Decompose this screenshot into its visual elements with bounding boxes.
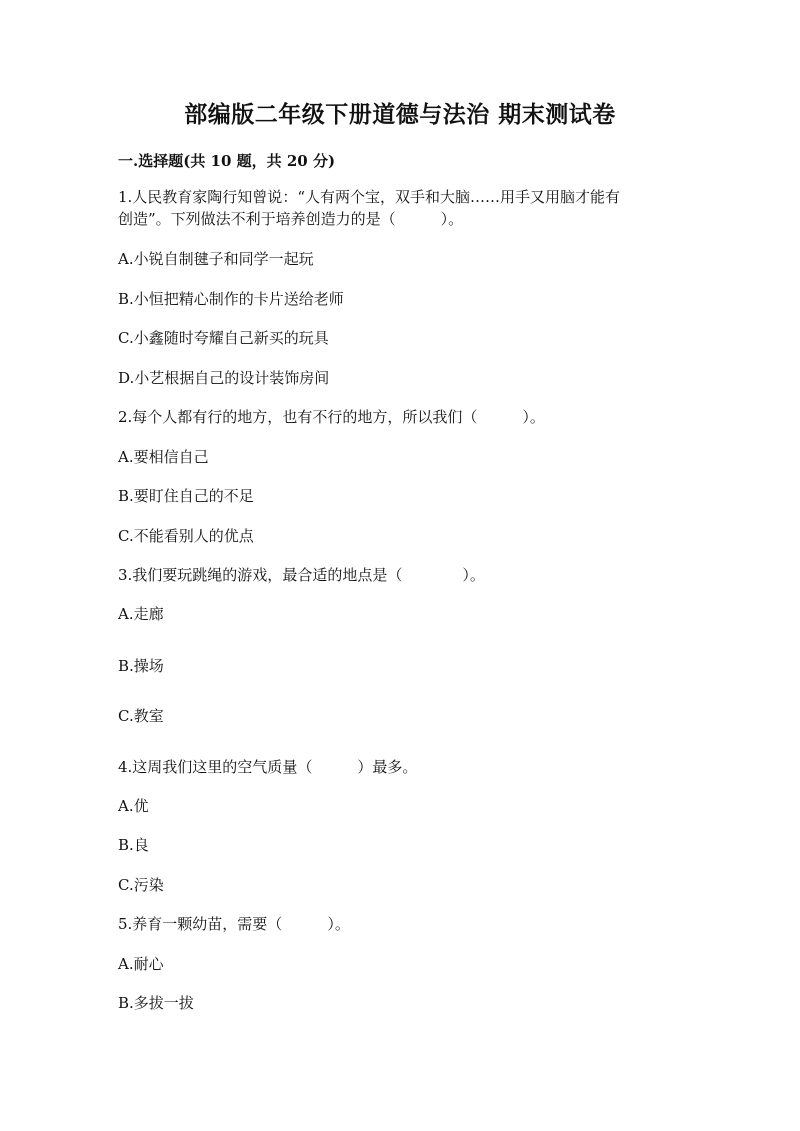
question-5-stem: 5.养育一颗幼苗，需要（ ）。 <box>118 915 350 933</box>
section-heading: 一.选择题(共 10 题，共 20 分) <box>118 152 336 170</box>
question-3-option-a: A.走廊 <box>118 605 164 623</box>
question-3-stem: 3.我们要玩跳绳的游戏，最合适的地点是（ ）。 <box>118 566 485 584</box>
question-3-option-b: B.操场 <box>118 657 164 675</box>
question-1-option-a: A.小锐自制毽子和同学一起玩 <box>118 250 314 268</box>
question-5-option-a: A.耐心 <box>118 955 164 973</box>
question-1-stem-line-1: 1.人民教育家陶行知曾说：“人有两个宝，双手和大脑……用手又用脑才能有 <box>118 188 620 206</box>
page-title: 部编版二年级下册道德与法治 期末测试卷 <box>184 101 616 128</box>
question-1-option-c: C.小鑫随时夸耀自己新买的玩具 <box>118 329 329 347</box>
question-4-option-c: C.污染 <box>118 876 164 894</box>
question-3-option-c: C.教室 <box>118 707 164 725</box>
question-2-option-c: C.不能看别人的优点 <box>118 527 254 545</box>
question-1-stem-line-2: 创造”。下列做法不利于培养创造力的是（ ）。 <box>118 210 464 228</box>
question-5-option-b: B.多拔一拔 <box>118 994 194 1012</box>
question-1-option-d: D.小艺根据自己的设计装饰房间 <box>118 369 330 387</box>
question-2-option-b: B.要盯住自己的不足 <box>118 487 254 505</box>
question-1-stem <box>118 186 688 230</box>
question-4-option-a: A.优 <box>118 797 149 815</box>
question-4-stem: 4.这周我们这里的空气质量（ ）最多。 <box>118 758 418 776</box>
question-4-option-b: B.良 <box>118 836 149 854</box>
question-2-option-a: A.要相信自己 <box>118 448 209 466</box>
question-1-option-b: B.小恒把精心制作的卡片送给老师 <box>118 290 344 308</box>
question-2-stem: 2.每个人都有行的地方，也有不行的地方，所以我们（ ）。 <box>118 408 545 426</box>
